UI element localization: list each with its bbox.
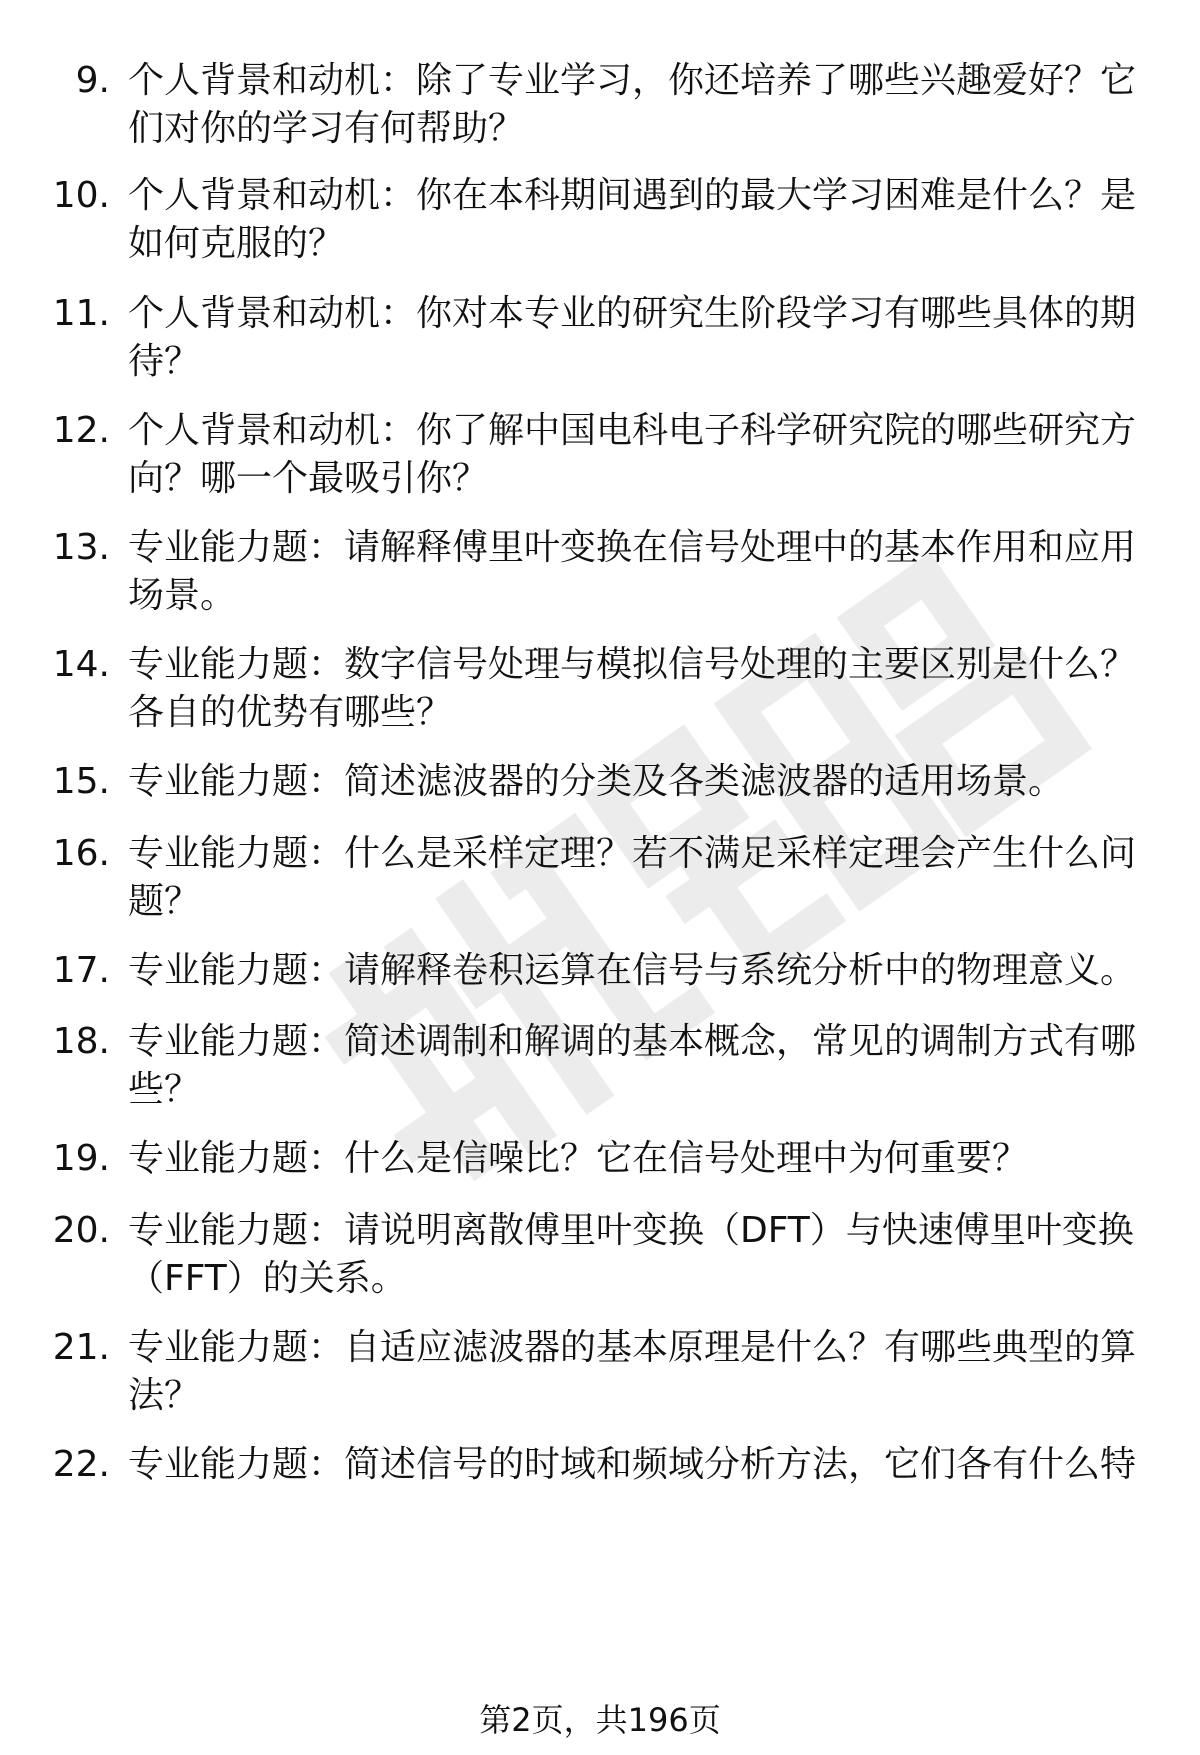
question-text: 个人背景和动机：你对本专业的研究生阶段学习有哪些具体的期待？ <box>128 293 1137 382</box>
question-number: 12. <box>52 410 110 451</box>
question-number: 10. <box>52 175 110 216</box>
question-number: 15. <box>52 761 110 802</box>
question-number: 18. <box>52 1021 110 1062</box>
question-text: 专业能力题：简述滤波器的分类及各类滤波器的适用场景。 <box>128 761 1065 802</box>
page-footer: 第2页，共196页 <box>479 1701 721 1739</box>
question-text: 专业能力题：请解释卷积运算在信号与系统分析中的物理意义。 <box>128 950 1137 991</box>
question-number: 11. <box>52 293 110 334</box>
question-text: 专业能力题：什么是信噪比？它在信号处理中为何重要？ <box>128 1138 1029 1179</box>
question-number: 20. <box>52 1210 110 1251</box>
question-text: 个人背景和动机：你在本科期间遇到的最大学习困难是什么？是如何克服的？ <box>128 175 1137 264</box>
question-number: 19. <box>52 1138 110 1179</box>
question-text: 个人背景和动机：除了专业学习，你还培养了哪些兴趣爱好？它们对你的学习有何帮助？ <box>128 60 1137 149</box>
question-text: 专业能力题：请解释傅里叶变换在信号处理中的基本作用和应用场景。 <box>128 527 1137 616</box>
question-text: 个人背景和动机：你了解中国电科电子科学研究院的哪些研究方向？哪一个最吸引你？ <box>128 410 1137 499</box>
question-number: 22. <box>52 1444 110 1485</box>
question-text: 专业能力题：请说明离散傅里叶变换（DFT）与快速傅里叶变换（FFT）的关系。 <box>128 1210 1134 1299</box>
question-number: 21. <box>52 1327 110 1368</box>
question-number: 9. <box>75 60 110 101</box>
question-text: 专业能力题：简述信号的时域和频域分析方法，它们各有什么特 <box>128 1444 1137 1485</box>
question-text: 专业能力题：自适应滤波器的基本原理是什么？有哪些典型的算法？ <box>128 1327 1137 1416</box>
question-text: 专业能力题：什么是采样定理？若不满足采样定理会产生什么问题？ <box>128 833 1137 922</box>
question-text: 专业能力题：数字信号处理与模拟信号处理的主要区别是什么？各自的优势有哪些？ <box>128 644 1137 733</box>
question-number: 14. <box>52 644 110 685</box>
question-number: 13. <box>52 527 110 568</box>
question-text: 专业能力题：简述调制和解调的基本概念，常见的调制方式有哪些？ <box>128 1021 1137 1110</box>
question-number: 16. <box>52 833 110 874</box>
question-number: 17. <box>52 950 110 991</box>
